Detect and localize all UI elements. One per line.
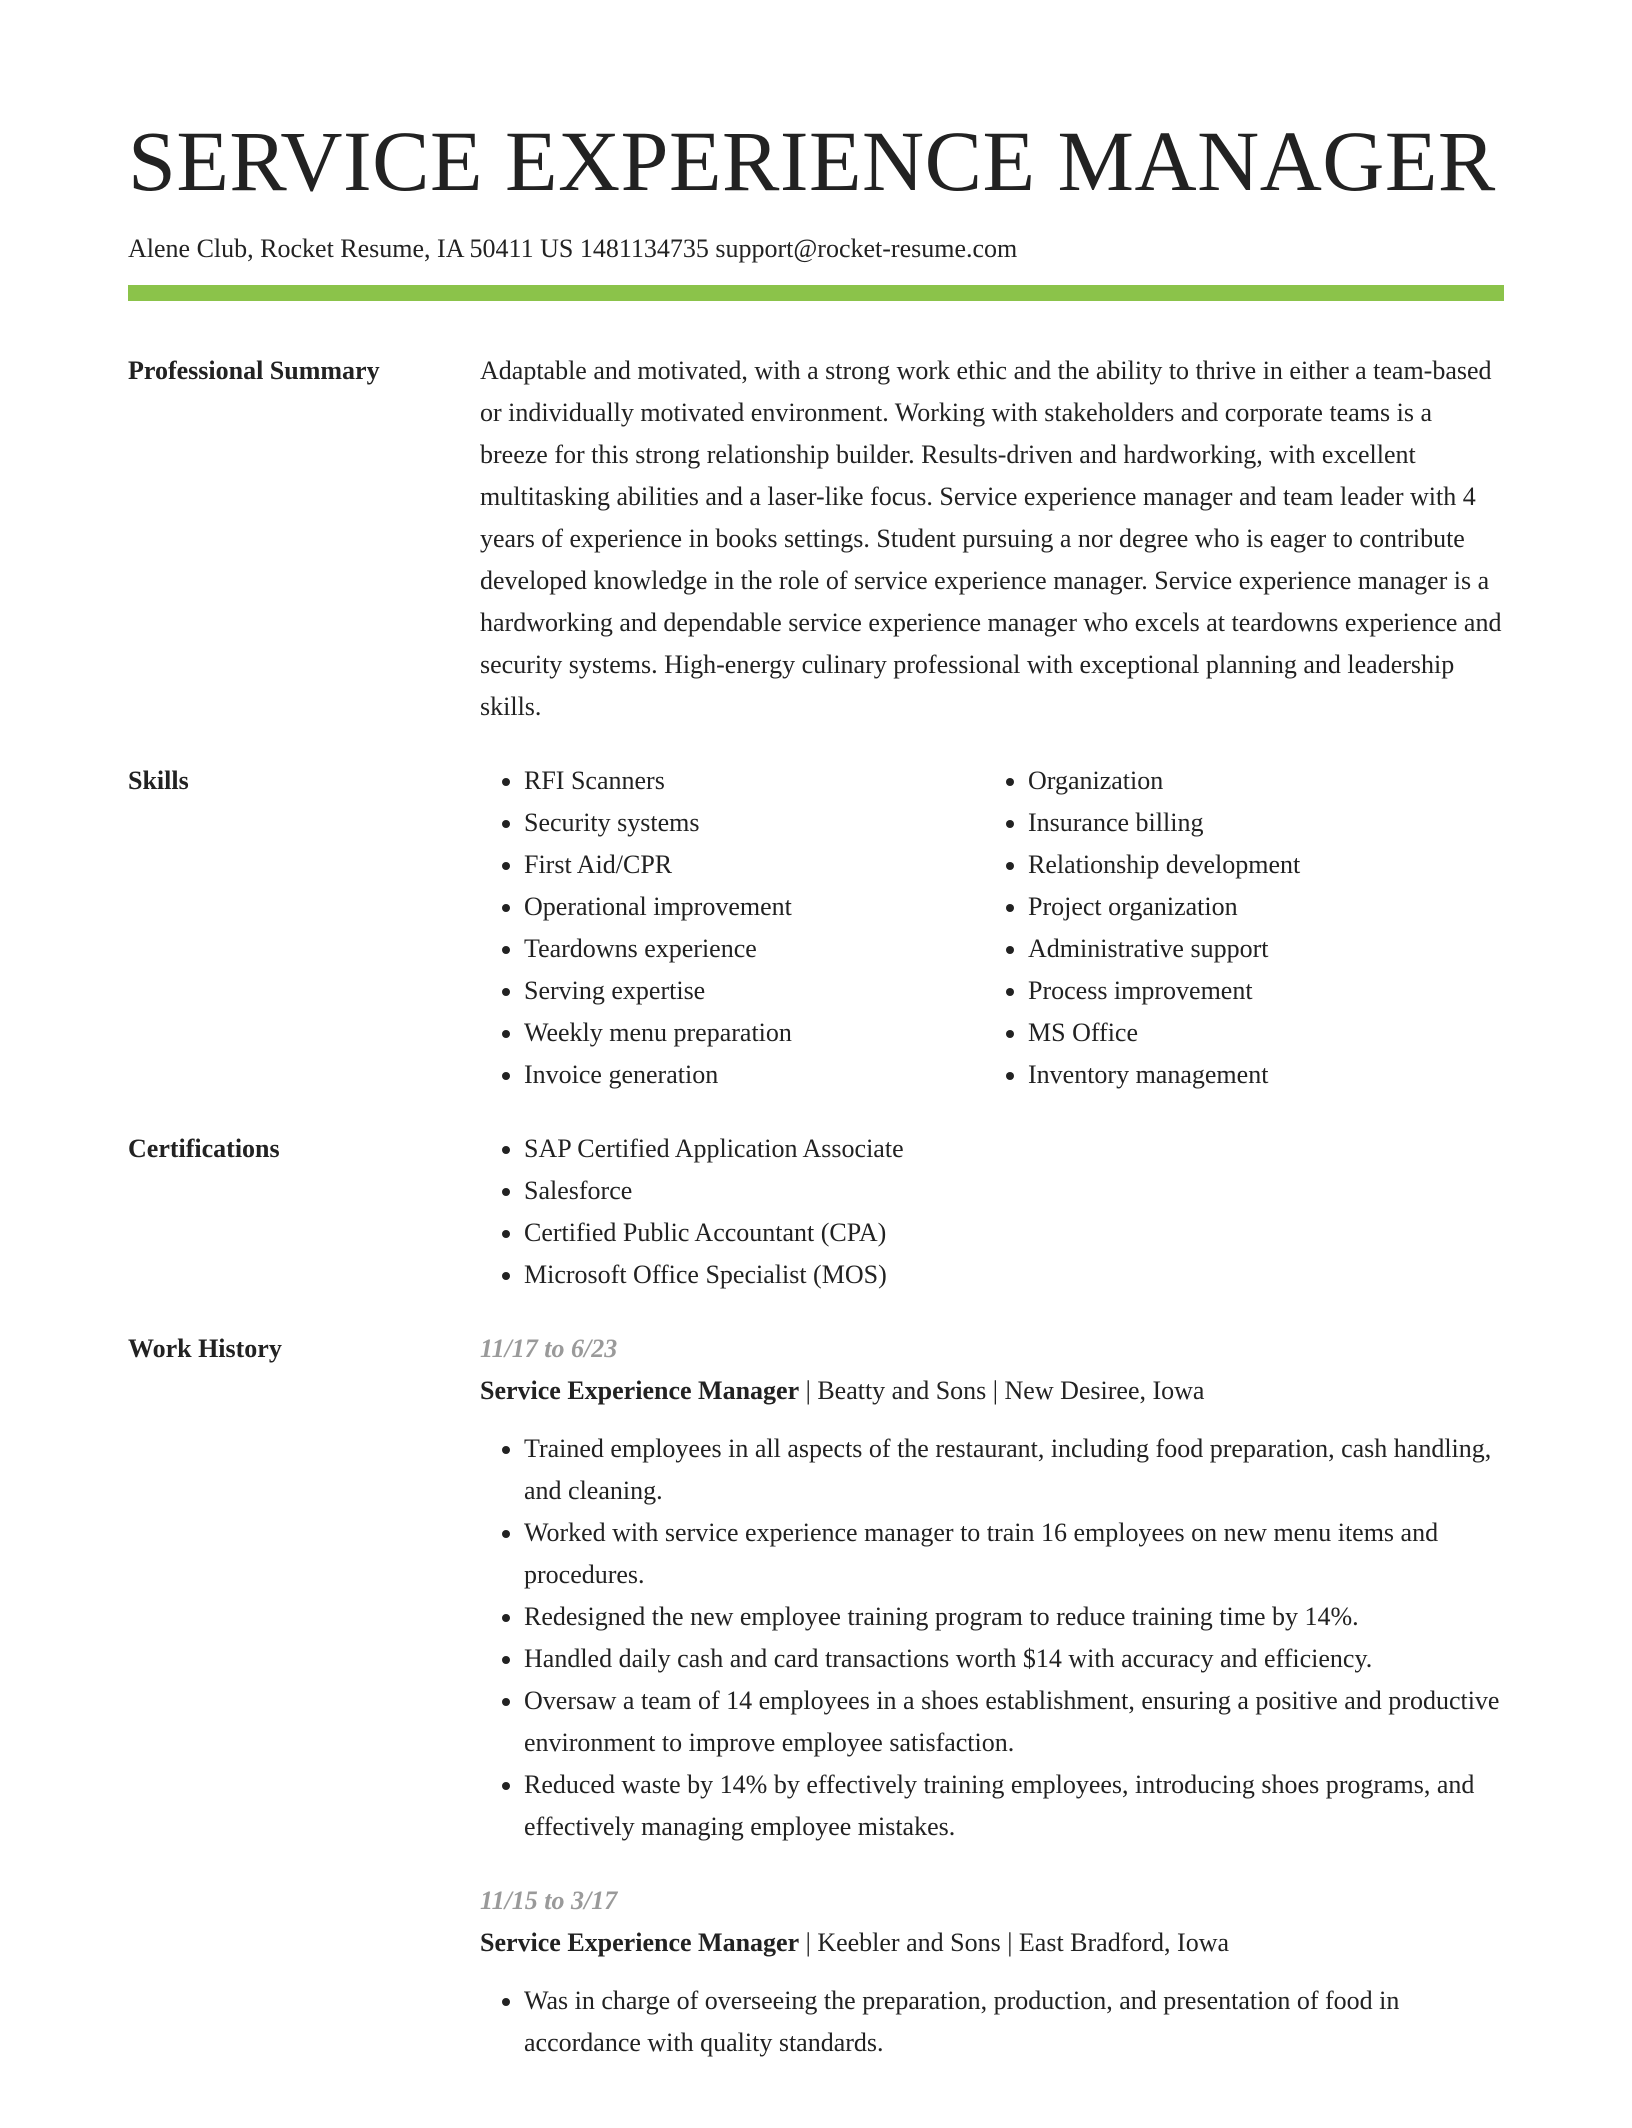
skills-list-right [984,760,1488,1096]
skill-item: • MS Office [1028,1012,1488,1054]
job-bullets [480,1428,1504,1848]
job-bullet: • Redesigned the new employee training program to reduce training time by 14%. [524,1596,1504,1638]
skill-item: • Administrative support [1028,928,1488,970]
certifications-section [128,1128,1504,1296]
job-bullet: • Oversaw a team of 14 employees in a shoes establishment, ensuring a positive and productive environment to improve employee satisfaction. [524,1680,1504,1764]
skill-item: • Operational improvement [524,886,984,928]
skill-item: • Relationship development [1028,844,1488,886]
job-entry [480,1328,1504,1848]
section-title-work-history: Work History [128,1334,282,1363]
skill-item: • Insurance billing [1028,802,1488,844]
job-heading [480,1922,1504,1964]
contact-line: Alene Club, Rocket Resume, IA 50411 US 1481134735 support@rocket-resume.com [128,234,1018,263]
certification-item: • Certified Public Accountant (CPA) [524,1212,1504,1254]
job-entry [480,1880,1504,2064]
job-bullet: • Handled daily cash and card transactions worth $14 with accuracy and efficiency. [524,1638,1504,1680]
section-title-skills: Skills [128,766,189,795]
certification-item: • SAP Certified Application Associate [524,1128,1504,1170]
skill-item: • Serving expertise [524,970,984,1012]
skills-list-left [480,760,984,1096]
job-dates: 11/17 to 6/23 [480,1334,618,1363]
work-history-body [480,1328,1504,2096]
certification-item: • Salesforce [524,1170,1504,1212]
job-bullets [480,1980,1504,2064]
summary-body [480,350,1504,728]
summary-text: Adaptable and motivated, with a strong work ethic and the ability to thrive in either a team-based or individually motivated environment. Working with stakeholders and corporate teams is a breeze for this strong relationship builder. Results-driven and hardworking, with excellent multitasking abilities and a laser-like focus. Service experience manager and team leader with 4 years of experience in books settings. Student pursuing a nor degree who is eager to contribute developed knowledge in the role of service experience manager. Service experience manager is a hardworking and dependable service experience manager who excels at teardowns experience and security systems. High-energy culinary professional with exceptional planning and leadership skills. [480,356,1502,721]
job-bullet: • Was in charge of overseeing the preparation, production, and presentation of food in accordance with quality standards. [524,1980,1504,2064]
skills-section [128,760,1504,1096]
job-details: | Keebler and Sons | East Bradford, Iowa [799,1928,1230,1957]
section-title-certifications: Certifications [128,1134,280,1163]
job-bullet: • Worked with service experience manager to train 16 employees on new menu items and procedures. [524,1512,1504,1596]
certifications-body [480,1128,1504,1296]
skill-item: • First Aid/CPR [524,844,984,886]
skill-item: • Project organization [1028,886,1488,928]
job-details: | Beatty and Sons | New Desiree, Iowa [799,1376,1205,1405]
job-heading [480,1370,1504,1412]
work-history-section [128,1328,1504,2096]
skill-item: • Organization [1028,760,1488,802]
skill-item: • Invoice generation [524,1054,984,1096]
job-title: Service Experience Manager [480,1376,800,1405]
skill-item: • Weekly menu preparation [524,1012,984,1054]
certifications-list [480,1128,1504,1296]
skill-item: • RFI Scanners [524,760,984,802]
skill-item: • Security systems [524,802,984,844]
skills-columns [480,760,1504,1096]
accent-rule [128,285,1504,301]
resume-name: SERVICE EXPERIENCE MANAGER [128,113,1496,209]
skill-item: • Inventory management [1028,1054,1488,1096]
summary-section [128,350,1504,728]
job-dates: 11/15 to 3/17 [480,1886,618,1915]
job-title: Service Experience Manager [480,1928,800,1957]
sections [128,350,1504,2128]
skill-item: • Teardowns experience [524,928,984,970]
job-bullet: • Reduced waste by 14% by effectively training employees, introducing shoes programs, and effectively managing employee mistakes. [524,1764,1504,1848]
job-bullet: • Trained employees in all aspects of the restaurant, including food preparation, cash handling, and cleaning. [524,1428,1504,1512]
section-title-summary: Professional Summary [128,356,380,385]
certification-item: • Microsoft Office Specialist (MOS) [524,1254,1504,1296]
skill-item: • Process improvement [1028,970,1488,1012]
